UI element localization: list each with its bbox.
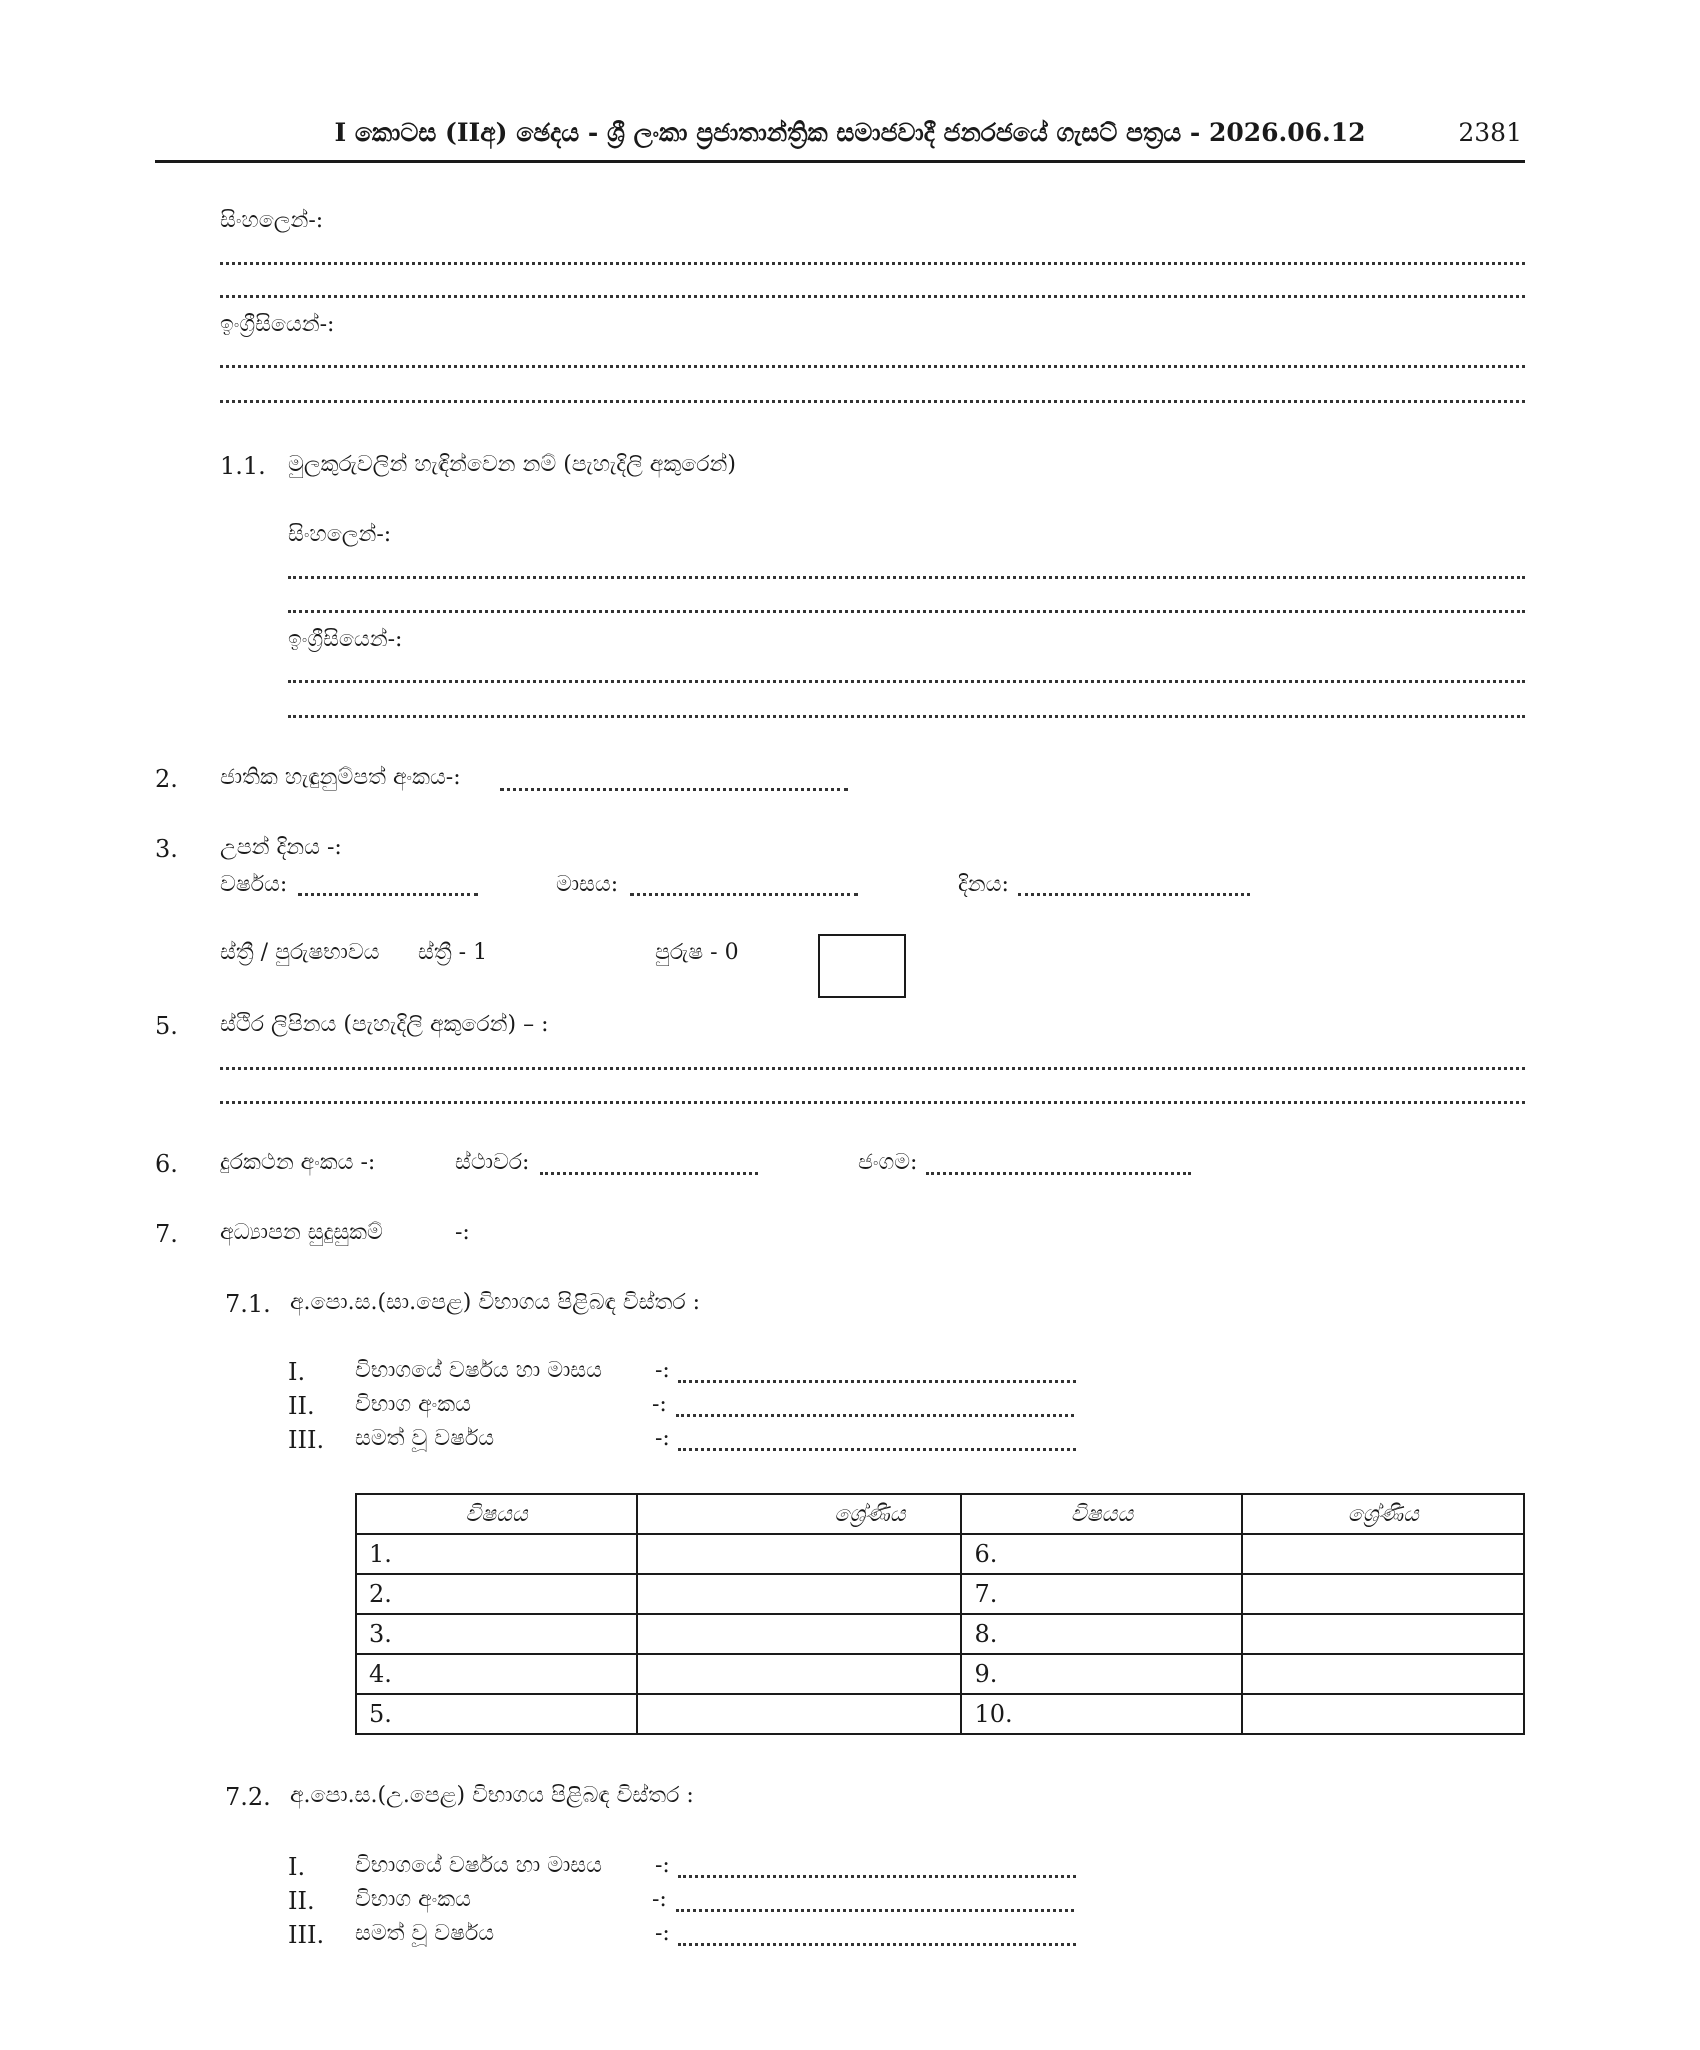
subject-cell[interactable]: 7. xyxy=(961,1574,1242,1614)
dob-label: උපන් දිනය -: xyxy=(220,835,342,860)
ol-item-label: විභාග අංකය xyxy=(355,1392,471,1417)
dob-month-label: මාසය: xyxy=(556,872,619,897)
al-item-roman: II. xyxy=(288,1887,315,1915)
sinhala-name-label: සිංහලෙන්-: xyxy=(220,208,324,233)
phone-mobile-label: ජංගම: xyxy=(858,1150,918,1175)
section-7-1-number: 7.1. xyxy=(225,1290,271,1318)
dob-month-field[interactable] xyxy=(630,893,858,896)
sinhala-name-line-2[interactable] xyxy=(220,295,1525,298)
table-row xyxy=(356,1654,1524,1694)
ol-index-number-field[interactable] xyxy=(676,1414,1074,1417)
subject-header: විෂයය xyxy=(961,1494,1242,1534)
table-row xyxy=(356,1614,1524,1654)
grade-cell[interactable] xyxy=(1242,1654,1524,1694)
ol-item-label: සමත් වූ වර්ෂය xyxy=(355,1426,495,1451)
grade-cell[interactable] xyxy=(1242,1574,1524,1614)
english-name-line-2[interactable] xyxy=(220,400,1525,403)
page-number: 2381 xyxy=(1458,118,1522,147)
section-7-2-number: 7.2. xyxy=(225,1783,271,1811)
phone-fixed-field[interactable] xyxy=(540,1172,758,1175)
ol-item-sep: -: xyxy=(652,1392,667,1417)
section-1-1-title: මුලකුරුවලින් හැඳින්වෙන නම් (පැහැදිලි අකුරෙන්) xyxy=(288,452,736,477)
al-index-number-field[interactable] xyxy=(676,1909,1074,1912)
al-item-sep: -: xyxy=(655,1921,670,1946)
dob-day-label: දිනය: xyxy=(958,872,1009,897)
subject-cell[interactable]: 9. xyxy=(961,1654,1242,1694)
english-name-label: ඉංග්‍රීසියෙන්-: xyxy=(220,312,335,337)
ol-grades-table xyxy=(355,1493,1525,1735)
grade-header: ශ්‍රේණිය xyxy=(637,1494,962,1534)
grade-cell[interactable] xyxy=(1242,1614,1524,1654)
subject-header: විෂයය xyxy=(356,1494,637,1534)
grade-cell[interactable] xyxy=(637,1654,962,1694)
phone-label: දුරකථන අංකය -: xyxy=(220,1150,376,1175)
grade-cell[interactable] xyxy=(1242,1694,1524,1734)
address-line-1[interactable] xyxy=(220,1067,1525,1070)
al-item-sep: -: xyxy=(652,1887,667,1912)
education-suffix: -: xyxy=(455,1220,470,1245)
sinhala-name-line-1[interactable] xyxy=(220,262,1525,265)
al-item-label: විභාගයේ වර්ෂය හා මාසය xyxy=(355,1853,602,1878)
table-row xyxy=(356,1574,1524,1614)
subject-cell[interactable]: 8. xyxy=(961,1614,1242,1654)
al-item-roman: I. xyxy=(288,1853,306,1881)
grade-header: ශ්‍රේණිය xyxy=(1242,1494,1524,1534)
ol-exam-year-month-field[interactable] xyxy=(678,1380,1076,1383)
ol-pass-year-field[interactable] xyxy=(678,1448,1076,1451)
ol-item-sep: -: xyxy=(655,1358,670,1383)
subject-cell[interactable]: 4. xyxy=(356,1654,637,1694)
section-6-number: 6. xyxy=(155,1150,178,1178)
section-7-2-title: අ.පො.ස.(උ.පෙළ) විභාගය පිළිබඳ විස්තර : xyxy=(290,1783,694,1808)
dob-year-field[interactable] xyxy=(298,893,478,896)
education-label: අධ්‍යාපන සුදුසුකම් xyxy=(220,1220,383,1245)
al-exam-year-month-field[interactable] xyxy=(678,1875,1076,1878)
grade-cell[interactable] xyxy=(637,1614,962,1654)
al-item-label: විභාග අංකය xyxy=(355,1887,471,1912)
al-pass-year-field[interactable] xyxy=(678,1943,1076,1946)
al-item-sep: -: xyxy=(655,1853,670,1878)
gender-female-option: ස්ත්‍රී - 1 xyxy=(418,940,488,965)
grade-cell[interactable] xyxy=(1242,1534,1524,1574)
phone-mobile-field[interactable] xyxy=(926,1172,1191,1175)
initials-sinhala-label: සිංහලෙන්-: xyxy=(288,522,392,547)
table-header-row xyxy=(356,1494,1524,1534)
initials-sinhala-line-1[interactable] xyxy=(288,576,1525,579)
al-item-roman: III. xyxy=(288,1921,325,1949)
gender-label: ස්ත්‍රී / පුරුෂභාවය xyxy=(220,940,380,965)
subject-cell[interactable]: 2. xyxy=(356,1574,637,1614)
grade-cell[interactable] xyxy=(637,1534,962,1574)
initials-english-line-2[interactable] xyxy=(288,715,1525,718)
ol-item-sep: -: xyxy=(655,1426,670,1451)
grade-cell[interactable] xyxy=(637,1694,962,1734)
section-3-number: 3. xyxy=(155,835,178,863)
nic-label: ජාතික හැඳුනුම්පත් අංකය-: xyxy=(220,765,461,790)
initials-english-label: ඉංග්‍රීසියෙන්-: xyxy=(288,627,403,652)
subject-cell[interactable]: 10. xyxy=(961,1694,1242,1734)
section-7-number: 7. xyxy=(155,1220,178,1248)
subject-cell[interactable]: 3. xyxy=(356,1614,637,1654)
address-line-2[interactable] xyxy=(220,1101,1525,1104)
subject-cell[interactable]: 1. xyxy=(356,1534,637,1574)
english-name-line-1[interactable] xyxy=(220,365,1525,368)
section-5-number: 5. xyxy=(155,1012,178,1040)
nic-field[interactable] xyxy=(500,788,848,791)
table-row xyxy=(356,1694,1524,1734)
subject-cell[interactable]: 6. xyxy=(961,1534,1242,1574)
initials-sinhala-line-2[interactable] xyxy=(288,610,1525,613)
section-2-number: 2. xyxy=(155,765,178,793)
address-label: ස්ථිර ලිපිනය (පැහැදිලි අකුරෙන්) – : xyxy=(220,1012,549,1037)
subject-cell[interactable]: 5. xyxy=(356,1694,637,1734)
ol-item-label: විභාගයේ වර්ෂය හා මාසය xyxy=(355,1358,602,1383)
phone-fixed-label: ස්ථාවර: xyxy=(455,1150,530,1175)
dob-day-field[interactable] xyxy=(1018,893,1250,896)
al-item-label: සමත් වූ වර්ෂය xyxy=(355,1921,495,1946)
grade-cell[interactable] xyxy=(637,1574,962,1614)
section-7-1-title: අ.පො.ස.(සා.පෙළ) විභාගය පිළිබඳ විස්තර : xyxy=(290,1290,701,1315)
gender-male-option: පුරුෂ - 0 xyxy=(655,940,739,965)
initials-english-line-1[interactable] xyxy=(288,680,1525,683)
dob-year-label: වර්ෂය: xyxy=(220,872,288,897)
ol-item-roman: II. xyxy=(288,1392,315,1420)
ol-item-roman: III. xyxy=(288,1426,325,1454)
table-row xyxy=(356,1534,1524,1574)
gender-code-box[interactable] xyxy=(818,934,906,998)
gazette-header-title: I කොටස (IIඅ) ඡෙදය - ශ්‍රී ලංකා ප්‍රජාතාන්ත්‍රික සමාජවාදී ජනරජයේ ගැසට් පත්‍රය - 2026.06.12 xyxy=(334,118,1366,147)
header-rule xyxy=(155,160,1525,163)
section-1-1-number: 1.1. xyxy=(220,452,266,480)
ol-item-roman: I. xyxy=(288,1358,306,1386)
